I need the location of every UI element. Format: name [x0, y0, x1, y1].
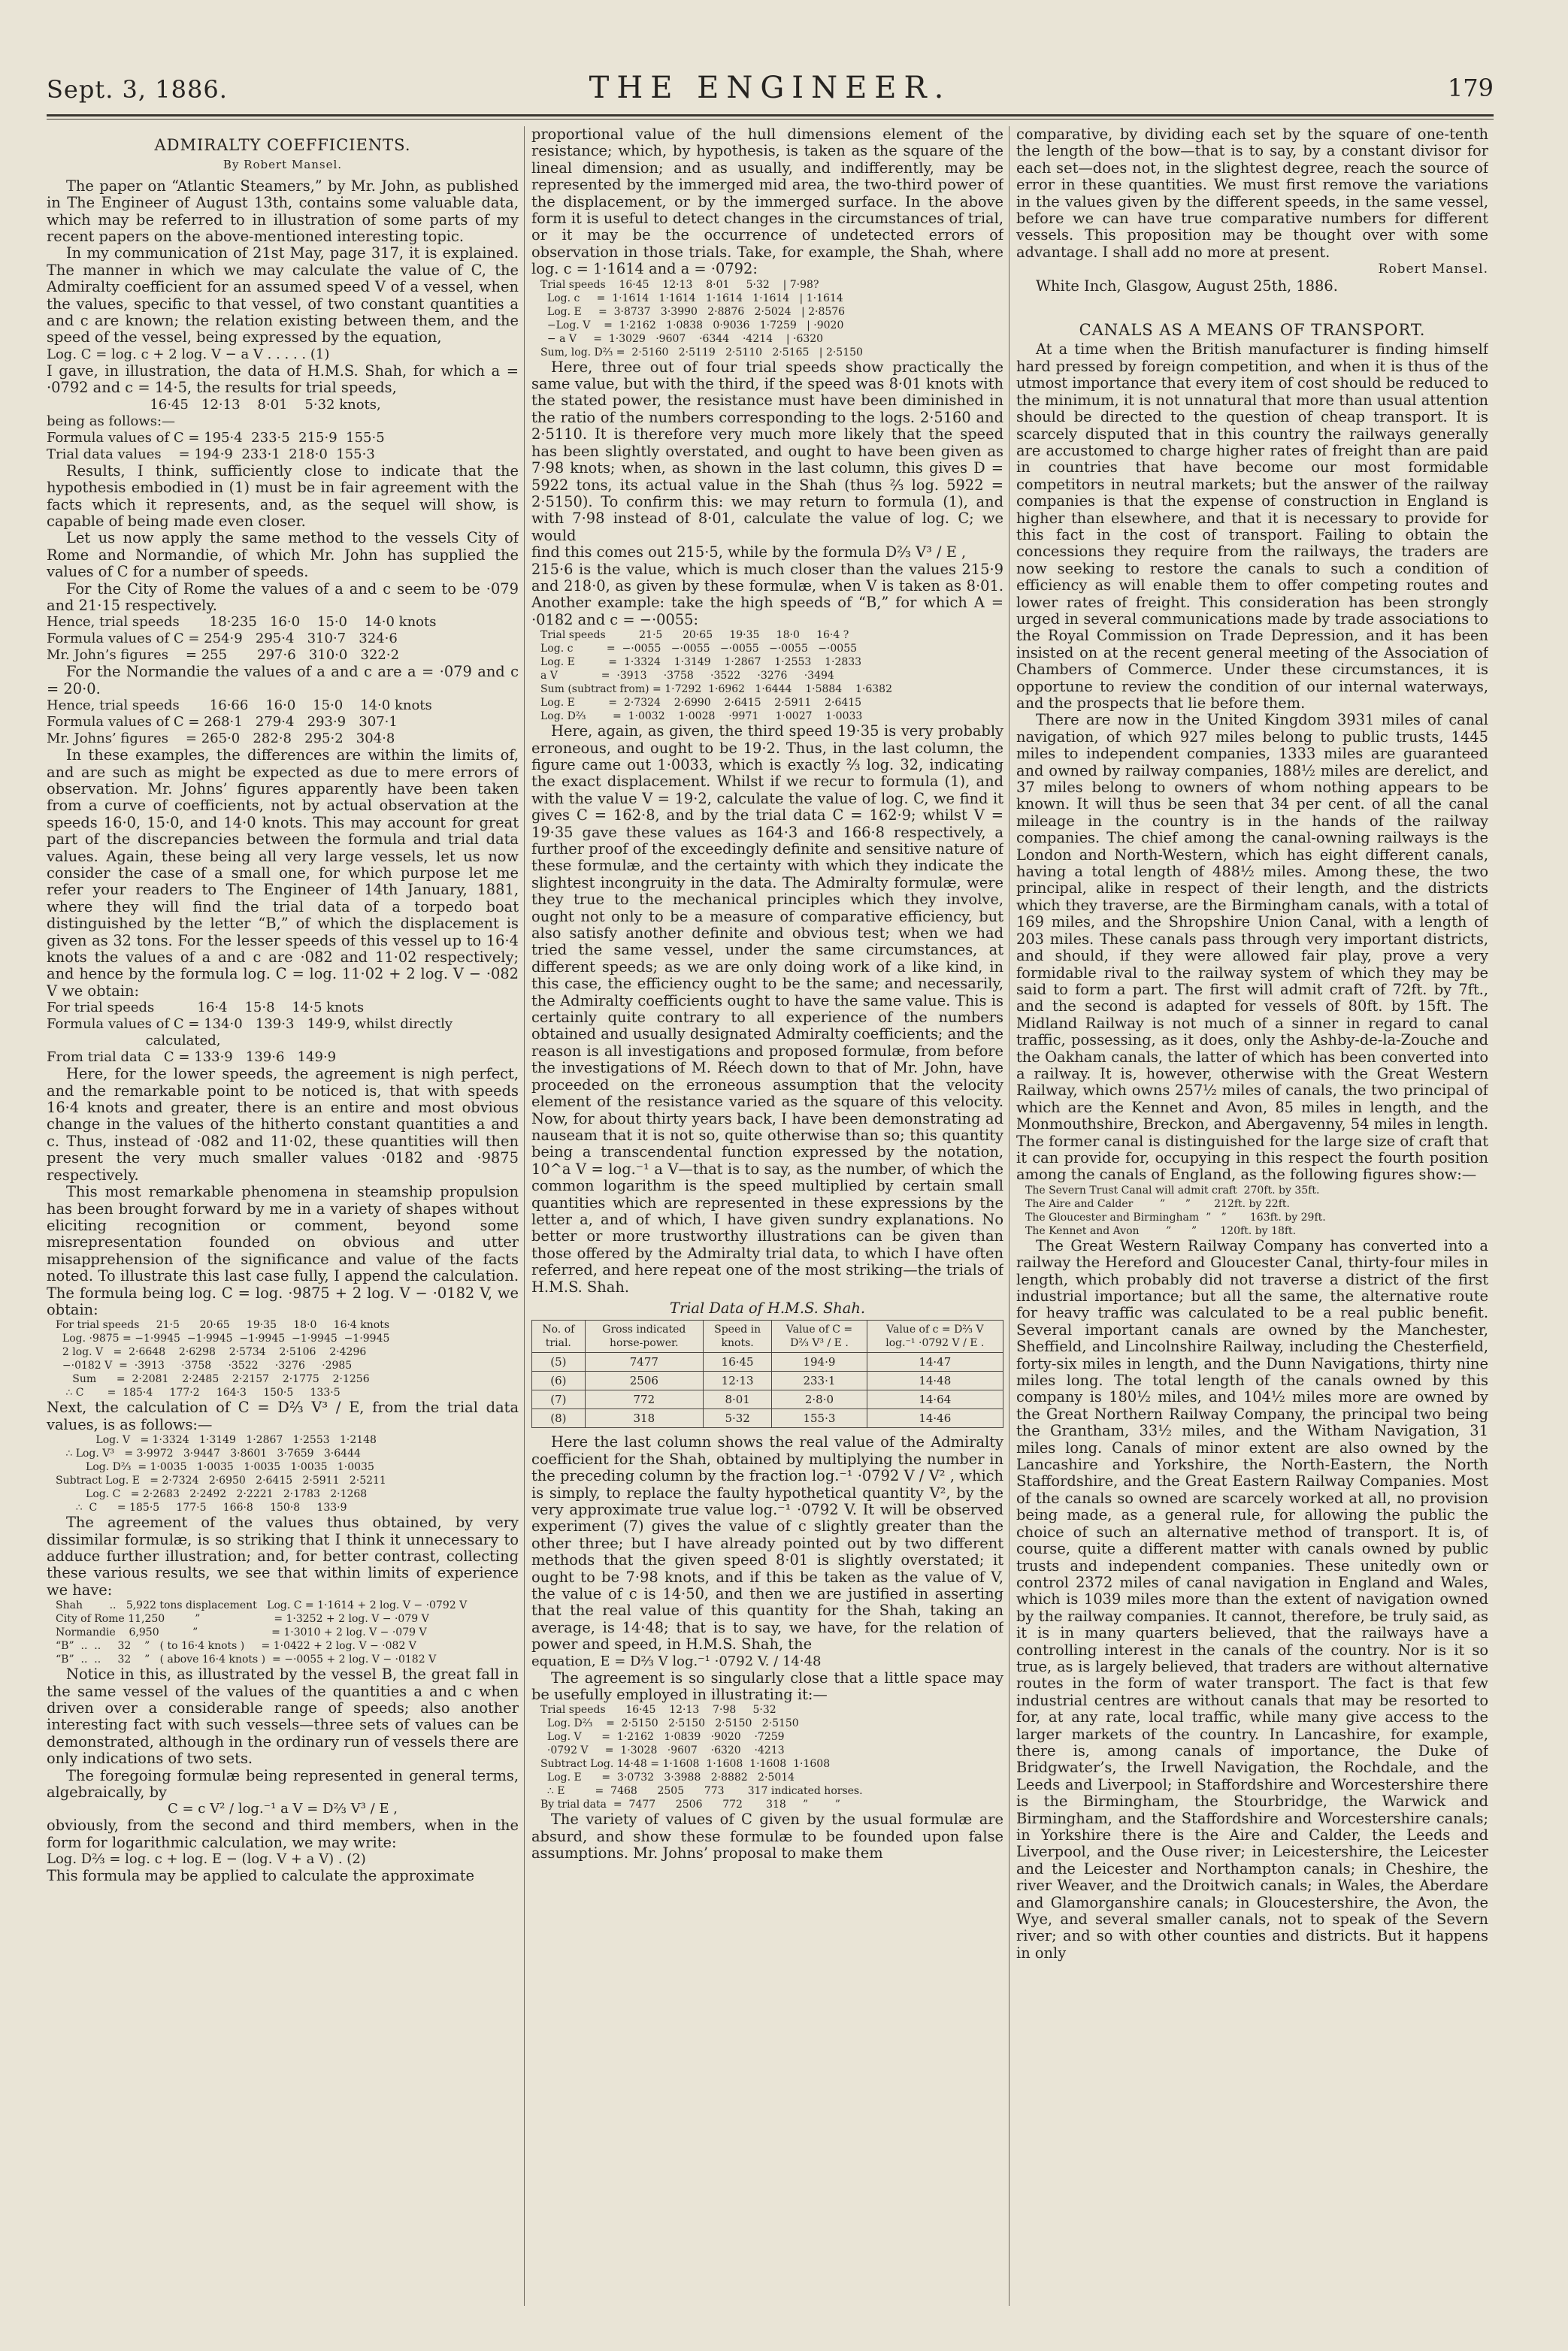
paragraph: This most remarkable phenomena in steamship propulsion has been brought forward by me in a variety of shapes without eliciting recognition or comment, beyond some misrepresentation founded on obvious and utter misapprehension of the significance and value of the facts noted. To illustrate this last case fully, I append the calculation. The formula being log. C = log. ·9875 + 2 log. V − ·0182 V, we obtain:	[47, 1183, 519, 1318]
calc-line: Log. E = 1·3324 1·3149 1·2867 1·2553 1·2833	[540, 656, 862, 669]
calc-line: Log. E = 3·8737 3·3990 2·8876 2·5024 | 2·8576	[540, 305, 846, 318]
calc-line: −·0182 V = ·3913 ·3758 ·3522 ·3276 ·2985	[56, 1360, 353, 1372]
calc-line: Trial speeds 16·45 12·13 7·98 5·32	[540, 1704, 776, 1717]
table-cell: 14·47	[867, 1353, 1003, 1372]
calc-line: Subtract Log. E = 2·7324 2·6950 2·6415 2·5911 2·5211	[56, 1475, 386, 1487]
paragraph: obviously, from the second and third members, when in the form for logarithmic calculation, we may write:	[47, 1817, 519, 1851]
paragraph: At a time when the British manufacturer is finding himself hard pressed by foreign competition, and when it is thus of the utmost importance that every item of cost should be reduced to the minimum, it is not unnatural that more than usual attention should be directed to the question of cheap transport. It is scarcely disputed that in this country the railways generally are accustomed to charge higher rates of freight than are paid in countries that have become our most formidable competitors in neutral markets; but the answer of the railway companies is that the expense of construction in England is higher than elsewhere, and that it is necessary to provide for this fact in the cost of transport. Failing to obtain the concessions they require from the railways, the traders are now seeking to restore the canals to such a condition of efficiency as will enable them to offer competing routes and lower rates of freight. This consideration has been strongly urged in several communications made by trade associations to the Royal Commission on Trade Depression, and it has been insisted on at the recent general meeting of the Association of Chambers of Commerce. Under these circumstances, it is opportune to review the condition of our internal waterways, and the prospects that lie before them.	[1016, 340, 1488, 712]
calc-table-6	[531, 1703, 1003, 1811]
paragraph: The paper on “Atlantic Steamers,” by Mr. John, as published in The Engineer of August 13th, contains some valuable data, which may be referred to in illustration of some parts of my recent papers on the above-mentioned interesting topic.	[47, 177, 519, 246]
paragraph: In these examples, the differences are within the limits of, and are such as might be expected as due to mere errors of observation. Mr. Johns’ figures apparently have been taken from a curve of coefficients, not by actual observation at the speeds 16·0, 15·0, and 14·0 knots. This may account for great part of the discrepancies between the formula and trial data values. Again, these being all very large vessels, let us now consider the case of a small one, for which purpose let me refer your readers to The Engineer of 14th January, 1881, where they will find the trial data of a torpedo boat distinguished by the letter “B,” of which the displacement is given as 32 tons. For the lesser speeds of this vessel up to 16·4 knots the values of a and c are ·082 and 11·02 respectively; and hence by the formula log. C = log. 11·02 + 2 log. V − ·082 V we obtain:	[47, 746, 519, 1000]
calc-line: ·0792 V = 1·3028 ·9607 ·6320 ·4213	[540, 1744, 785, 1757]
paragraph: find this comes out 215·5, while by the formula D⅔ V³ / E ,	[531, 543, 967, 561]
data-line: Formula values of C = 134·0 139·3 149·9, whilst directly	[47, 1016, 453, 1033]
table-cell: 318	[585, 1409, 703, 1428]
table-row	[532, 1390, 1003, 1409]
calc-line: Log. c = −·0055 −·0055 −·0055 −·0055 −·0055	[540, 643, 858, 655]
table-cell: 8·01	[703, 1390, 771, 1409]
calc-line: Subtract Log. 14·48 = 1·1608 1·1608 1·1608 1·1608	[540, 1758, 831, 1771]
paragraph: Let us now apply the same method to the vessels City of Rome and Normandie, of which Mr. John has supplied the values of C for a number of speeds.	[47, 529, 519, 581]
calc-line: Log. E = 2·7324 2·6990 2·6415 2·5911 2·6415	[540, 697, 862, 710]
calc-line: Sum, log. D⅔ = 2·5160 2·5119 2·5110 2·5165 | 2·5150	[540, 346, 863, 359]
column-header: Gross indicated horse-power.	[585, 1321, 703, 1353]
masthead-title: THE ENGINEER.	[589, 71, 952, 105]
table-cell: (6)	[532, 1372, 586, 1390]
calc-line: ∴ Log. V³ = 3·9972 3·9447 3·8601 3·7659 3·6444	[56, 1448, 361, 1460]
data-line: Formula values of C = 195·4 233·5 215·9 155·5	[47, 429, 385, 446]
calc-line: Log. D⅔ = 1·0035 1·0035 1·0035 1·0035 1·0035	[56, 1461, 374, 1474]
paragraph: 215·6 is the value, which is much closer than the values 215·9 and 218·0, as given by these formulæ, when V is taken as 8·01. Another example: take the high speeds of “B,” for which A = ·0182 and c = −·0055:	[531, 560, 1003, 628]
author-signature: Robert Mansel.	[1378, 262, 1488, 277]
header-rule-thin	[47, 119, 1494, 120]
article-heading: ADMIRALTY COEFFICIENTS.	[154, 136, 411, 154]
column-header: No. of trial.	[532, 1321, 586, 1353]
paragraph: Notice in this, as illustrated by the vessel B, the great fall in the same vessel of the values of the quantities a and c when driven over a considerable range of speeds; also another interesting fact with such vessels—three sets of values can be demonstrated, although in the ordinary run of vessels there are only indications of two sets.	[47, 1666, 519, 1768]
data-line: being as follows:—	[47, 413, 176, 429]
column-1	[47, 126, 519, 2306]
calc-line: Sum = 2·2081 2·2485 2·2157 2·1775 2·1256	[56, 1373, 370, 1386]
table-cell: 5·32	[703, 1409, 771, 1428]
calc-line: a V = ·3913 ·3758 ·3522 ·3276 ·3494	[540, 670, 834, 682]
calc-table-2	[47, 1433, 519, 1514]
calc-line: “B” .. .. 32 ” ( to 16·4 knots ) = 1·0422 + 2 log. V − ·082 V	[56, 1640, 416, 1653]
page-header	[47, 69, 1494, 110]
calc-line: Trial speeds 16·45 12·13 8·01 5·32 | 7·98?	[540, 278, 819, 291]
table-cell: 14·46	[867, 1409, 1003, 1428]
calc-line: −Log. V = 1·2162 1·0838 0·9036 1·7259 | ·9020	[540, 319, 844, 331]
calc-line: For trial speeds 21·5 20·65 19·35 18·0 16·4 knots	[56, 1319, 390, 1332]
equation: Log. D⅔ = log. c + log. E − (log. V + a V) . (2)	[47, 1851, 366, 1868]
table-cell: (8)	[532, 1409, 586, 1428]
paragraph: proportional value of the hull dimensions element of the resistance; which, by hypothesis, is taken as the square of the lineal dimension; and as usually, and indifferently, may be represented by the immerged mid area, the two-third power of the displacement, or by the immerged surface. In the above form it is useful to detect changes in the circumstances of trial, or it may be the occurrence of undetected errors of observation in those trials. Take, for example, the Shah, where log. c = 1·1614 and a = ·0792:	[531, 126, 1003, 278]
calc-table-1	[47, 1318, 519, 1399]
paragraph: Here, three out of four trial speeds show practically the same value, but with the third, if the speed was 8·01 knots with the stated power, the resistance must have been diminished in the ratio of the numbers corresponding to the logs. 2·5160 and 2·5110. It is therefore very much more likely that the speed has been slightly overstated, and ought to have been given as 7·98 knots; when, as shown in the last column, this gives D = 5922 tons, its actual value in the Shah (thus ⅔ log. 5922 = 2·5150). To confirm this: we may return to formula (1), and with 7·98 instead of 8·01, calculate the value of log. C; we would	[531, 358, 1003, 544]
calc-line: “B” .. .. 32 ” ( above 16·4 knots ) = −·0055 + 2 log. V − ·0182 V	[56, 1654, 437, 1666]
paragraph: The variety of values of C given by the usual formulæ are absurd, and show these formulæ to be founded upon false assumptions. Mr. Johns’ proposal to make them	[531, 1811, 1003, 1862]
calc-line: ∴ C = 185·4 177·2 164·3 150·5 133·5	[56, 1387, 341, 1399]
paragraph: Here, for the lower speeds, the agreement is nigh perfect, and the remarkable point to be noticed is, that with speeds 16·4 knots and greater, there is an entire and most obvious change in the values of the hitherto constant quantities a and c. Thus, instead of ·082 and 11·02, these quantities will then present the very much smaller values ·0182 and ·9875 respectively.	[47, 1065, 519, 1184]
data-line: Trial data values = 194·9 233·1 218·0 155·3	[47, 446, 375, 462]
table-cell: (7)	[532, 1390, 586, 1409]
table-cell: 2506	[585, 1372, 703, 1390]
data-line: For trial speeds 16·4 15·8 14·5 knots	[47, 1000, 365, 1016]
calc-line: City of Rome 11,250 ” = 1·3252 + 2 log. V − ·079 V	[56, 1613, 429, 1626]
calc-line: Log. V = 1·2162 1·0839 ·9020 ·7259	[540, 1731, 785, 1744]
table-cell: 12·13	[703, 1372, 771, 1390]
calc-table-5	[531, 628, 1003, 723]
equation: equation, E = D⅔ V log.⁻¹ ·0792 V. / 14·48	[531, 1653, 822, 1669]
list-item: The Gloucester and Birmingham ” ” 163ft. by 29ft.	[1025, 1211, 1326, 1224]
table-row	[532, 1353, 1003, 1372]
equation: Log. C = log. c + 2 log. V − a V . . . . . (1)	[47, 346, 330, 362]
article-byline: By Robert Mansel.	[222, 158, 343, 172]
paragraph: For the City of Rome the values of a and c seem to be ·079 and 21·15 respectively.	[47, 579, 519, 614]
column-header: Value of c = D⅔ V log.⁻¹ ·0792 V / E .	[867, 1321, 1003, 1353]
column-header: Value of C = D⅔ V³ / E .	[772, 1321, 867, 1353]
paragraph: In my communication of 21st May, page 317, it is explained. The manner in which we may calculate the value of C, the Admiralty coefficient for an assumed speed V of a vessel, when the values, specific to that vessel, of two constant quantities a and c are known; the relation existing between them, and the speed of the vessel, being expressed by the equation,	[47, 244, 519, 346]
table-cell: 16·45	[703, 1353, 771, 1372]
table-cell: 155·3	[772, 1409, 867, 1428]
table-header-row	[532, 1321, 1003, 1353]
issue-date: Sept. 3, 1886.	[47, 75, 228, 104]
calc-line: Log. C = 2·2683 2·2492 2·2221 2·1783 2·1268	[56, 1488, 368, 1501]
paragraph: Here the last column shows the real value of the Admiralty coefficient for the Shah, obtained by multiplying the number in the preceding column by the fraction log.⁻¹ ·0792 V / V² , which is simply, to replace the faulty hypothetical quantity V², by the very approximate true value log.⁻¹ ·0792 V. It will be observed experiment (7) gives the value of c slightly greater than the other three; but I have already pointed out by two different methods that the given speed 8·01 is slightly overstated; it ought to be 7·98 knots, and if this be taken as the value of V, the value of c is 14·50, and then we are justified in asserting that the real value of this quantity for the Shah, taking an average, is 14·48; that is to say, we have, for the relation of power and speed, in H.M.S. Shah, the	[531, 1433, 1003, 1654]
calc-line: ∴ C = 185·5 177·5 166·8 150·8 133·9	[56, 1502, 347, 1514]
table-cell: (5)	[532, 1353, 586, 1372]
paragraph: Next, the calculation of C = D⅔ V³ / E, from the trial data values, is as follows:—	[47, 1399, 519, 1433]
paragraph: comparative, by dividing each set by the square of one-tenth the length of the bow—that is to say, by a constant divisor for each set—does not, in the slightest degree, reach the source of error in these quantities. We must first remove the variations in the values given by the different speeds, in the same vessel, before we can have true comparative numbers for different vessels. This proposition may be thought over with some advantage. I shall add no more at present.	[1016, 126, 1488, 261]
column-header: Speed in knots.	[703, 1321, 771, 1353]
list-item: The Severn Trust Canal will admit craft 270ft. by 35ft.	[1025, 1184, 1320, 1197]
table-row	[532, 1409, 1003, 1428]
calc-line: − a V = 1·3029 ·9607 ·6344 ·4214 | ·6320	[540, 332, 824, 345]
paragraph: Here, again, as given, the third speed 19·35 is very probably erroneous, and ought to be 19·2. Thus, in the last column, the figure came out 1·0033, which is exactly ⅔ log. 32, indicating the exact displacement. Whilst if we recur to formula (1), and with the value V = 19·2, calculate the value of log. C, we find it gives C = 162·8, and by the trial data C = 162·9; whilst V = 19·35 gave these values as 164·3 and 166·8 respectively, a further proof of the exceedingly definite and sensitive nature of these formulæ, and the certainty with which they indicate the slightest incongruity in the data. The Admiralty formulæ, were they true to the mechanical principles which they involve, ought not only to be a measure of comparative efficiency, but also satisfy another definite and obvious test; when we had tried the same vessel, under the same circumstances, at different speeds; as we are only doing work of a like kind, in this case, the efficiency ought to be the same; and necessarily, the Admiralty coefficients ought to have the same value. This is certainly quite contrary to all experience of the numbers obtained and usually designated Admiralty coefficients; and the reason is all investigations and proposed formulæ, from before the investigations of M. Réech down to that of Mr. John, have proceeded on the erroneous assumption that the velocity element of the resistance varied as the square of this velocity. Now, for about thirty years back, I have been demonstrating ad nauseam that it is not so, quite otherwise than so; this quantity being a transcendental function expressed by the notation, 10^a V = log.⁻¹ a V—that is to say, as the number, of which the common logarithm is the speed multiplied by certain small quantities which are represented in these expressions by the letter a, and of which, I have given sundry explanations. No better or more trustworthy illustrations can be given than those offered by the Admiralty trial data, to which I have often referred, and here repeat one of the most striking—the trials of H.M.S. Shah.	[531, 722, 1003, 1296]
paragraph: The Great Western Railway Company has converted into a railway the Hereford and Gloucester Canal, thirty-four miles in length, which probably did not traverse a district of the first industrial importance; but all the same, the alternative route for heavy traffic was calculated to be a real public benefit. Several important canals are owned by the Manchester, Sheffield, and Lincolnshire Railway, including the Chesterfield, forty-six miles in length, and the Dunn Navigations, thirty nine miles long. The total length of the canals owned by this company is 180½ miles, and 104½ miles more are owned by the Great Northern Railway Company, the principal two being the Grantham, 33½ miles, and the Witham Navigation, 31 miles long. Canals of minor extent are also owned by the Lancashire and Yorkshire, the North-Eastern, the North Staffordshire, and the Great Eastern Railway Companies. Most of the canals so owned are scarcely worked at all, no provision being made, as a general rule, for allowing the public the choice of such an alternative method of transport. It is, of course, quite a different matter with canals owned by public trusts and independent companies. These unitedly own or control 2372 miles of canal navigation in England and Wales, which is 1039 miles more than the extent of navigation owned by the railway companies. It cannot, therefore, be truly said, as it is in many quarters believed, that the railways have a controlling interest in the canals of the country. Nor is it so true, as is largely believed, that traders are without alternative routes in the form of water transport. The fact is that few industrial centres are without canals that may be resorted to for, at any rate, local traffic, while many give access to the larger markets of the country. In Lancashire, for example, there is, among canals of importance, the Duke of Bridgwater’s, the Irwell Navigation, the Rochdale, and the Leeds and Liverpool; in Staffordshire and Worcestershire there is the Birmingham, the Stourbridge, the Warwick and Birmingham, and the Staffordshire and Worcestershire canals; in Yorkshire there is the Aire and Calder, the Leeds and Liverpool, and the Ouse river; in Leicestershire, the Leicester and the Leicester and Northampton canals; in Cheshire, the river Weaver, and the Droitwich canals; in Wales, the Aberdare and Glamorganshire canals; in Gloucestershire, the Avon, the Wye, and several smaller canals, not to speak of the Severn river; and so with other counties and districts. But it happens in only	[1016, 1236, 1488, 1962]
data-line: Mr. John’s figures = 255 297·6 310·0 322·2	[47, 647, 400, 664]
table-cell: 194·9	[772, 1353, 867, 1372]
paragraph: For the Normandie the values of a and c are a = ·079 and c = 20·0.	[47, 663, 519, 697]
page-number: 179	[1447, 74, 1494, 102]
equation: C = c V² / log.⁻¹ a V = D⅔ V³ / E ,	[168, 1801, 398, 1817]
calc-line: Sum (subtract from) = 1·7292 1·6962 1·6444 1·5884 1·6382	[540, 683, 892, 696]
column-3	[1016, 126, 1488, 2306]
paragraph: The agreement is so singularly close that a little space may be usefully employed in illustrating it:—	[531, 1669, 1003, 1704]
article-heading: CANALS AS A MEANS OF TRANSPORT.	[1079, 321, 1426, 340]
paragraph: I gave, in illustration, the data of H.M.S. Shah, for which a = ·0792 and c = 14·5, the results for trial speeds,	[47, 362, 519, 397]
calc-line: Log. c = 1·1614 1·1614 1·1614 1·1614 | 1·1614	[540, 292, 843, 304]
paragraph: This formula may be applied to calculate the approximate	[47, 1867, 475, 1885]
data-line: Formula values of C = 254·9 295·4 310·7 324·6	[47, 631, 398, 647]
trial-data-table	[531, 1320, 1003, 1428]
calc-line: Log. ·9875 = −1·9945 −1·9945 −1·9945 −1·9945 −1·9945	[56, 1333, 390, 1345]
data-line: From trial data C = 133·9 139·6 149·9	[47, 1049, 337, 1066]
column-2	[531, 126, 1003, 2306]
data-line: Hence, trial speeds 18·235 16·0 15·0 14·0 knots	[47, 614, 437, 631]
table-cell: 772	[585, 1390, 703, 1409]
data-line: 16·45 12·13 8·01 5·32 knots,	[47, 396, 381, 413]
calc-line: Log. E = 3·0732 3·3988 2·8882 2·5014	[540, 1772, 795, 1784]
calc-line: Trial speeds 21·5 20·65 19·35 18·0 16·4 ?	[540, 629, 849, 642]
calc-line: ∴ E = 7468 2505 773 317 indicated horses.	[540, 1785, 863, 1798]
table-cell: 233·1	[772, 1372, 867, 1390]
data-line: Hence, trial speeds 16·66 16·0 15·0 14·0 knots	[47, 697, 432, 714]
paragraph: The foregoing formulæ being represented in general terms, algebraically, by	[47, 1766, 519, 1802]
spacer	[1016, 295, 1488, 311]
table-row	[532, 1372, 1003, 1390]
calc-line: Log. V = 1·3324 1·3149 1·2867 1·2553 1·2148	[56, 1434, 377, 1447]
canal-dimensions-list	[1016, 1184, 1488, 1238]
calc-line: Shah .. 5,922 tons displacement Log. C = 1·1614 + 2 log. V − ·0792 V	[56, 1599, 468, 1612]
data-line: calculated,	[47, 1033, 221, 1049]
table-cell: 7477	[585, 1353, 703, 1372]
paragraph: Results, I think, sufficiently close to indicate that the hypothesis embodied in (1) must be in fair agreement with the facts which it represents, and, as the sequel will show, is capable of being made even closer.	[47, 461, 519, 530]
calc-line: Log. D⅔ = 1·0032 1·0028 ·9971 1·0027 1·0033	[540, 710, 863, 723]
paragraph: There are now in the United Kingdom 3931 miles of canal navigation, of which 927 miles belong to public trusts, 1445 miles to independent companies, 1333 miles are guaranteed and owned by railway companies, 188½ miles are derelict, and 37 miles belong to owners of whom nothing appears to be known. It will thus be seen that 34 per cent. of all the canal mileage in the country is in the hands of the railway companies. The chief among the canal-owning railways is the London and North-Western, which has eight different canals, having a total length of 488½ miles. Among these, the two principal, alike in respect of their length, and the districts which they traverse, are the Birmingham canals, with a total of 169 miles, and the Shropshire Union Canal, with a length of 203 miles. These canals pass through very important districts, and should, if they were allowed fair play, prove a very formidable rival to the railway system of which they may be said to form a part. The first will admit craft of 72ft. by 7ft., and the second is adapted for vessels of 80ft. by 15ft. The Midland Railway is not much of a sinner in regard to canal traffic, possessing, as it does, only the Ashby-de-la-Zouche and the Oakham canals, the latter of which has been converted into a railway. It is, however, otherwise with the Great Western Railway, which owns 257½ miles of canals, the two principal of which are the Kennet and Avon, 85 miles in length, and the Monmouthshire, Breckon, and Abergavenny, 54 miles in length. The former canal is distinguished for the large size of craft that it can provide for, occupying in this respect the fourth position among the canals of England, as the following figures show:—	[1016, 711, 1488, 1184]
table-cell: 14·48	[867, 1372, 1003, 1390]
table-caption: Trial Data of H.M.S. Shah.	[670, 1299, 865, 1317]
calc-line: Normandie 6,950 ” = 1·3010 + 2 log. V − ·079 V	[56, 1626, 427, 1639]
header-rule	[47, 114, 1494, 116]
paragraph: The agreement of the values thus obtained, by very dissimilar formulæ, is so striking that I think it unnecessary to adduce further illustration; and, for better contrast, collecting these various results, we see that within limits of experience we have:	[47, 1514, 519, 1599]
data-line: Mr. Johns’ figures = 265·0 282·8 295·2 304·8	[47, 731, 395, 747]
column-divider	[1009, 126, 1010, 2306]
table-cell: 14·64	[867, 1390, 1003, 1409]
list-item: The Kennet and Avon ” ” 120ft. by 18ft.	[1025, 1224, 1297, 1237]
calc-line: By trial data = 7477 2506 772 318 ” ”	[540, 1799, 840, 1811]
calc-line: 2 log. V = 2·6648 2·6298 2·5734 2·5106 2·4296	[56, 1346, 367, 1359]
calc-line: Log. D⅔ = 2·5150 2·5150 2·5150 2·5150	[540, 1717, 799, 1730]
calc-table-3	[47, 1599, 519, 1666]
table-cell: 2·8·0	[772, 1390, 867, 1409]
calc-table-4	[531, 278, 1003, 359]
list-item: The Aire and Calder ” ” 212ft. by 22ft.	[1025, 1197, 1290, 1210]
column-divider	[524, 126, 525, 2306]
data-line: Formula values of C = 268·1 279·4 293·9 307·1	[47, 714, 398, 731]
dateline: White Inch, Glasgow, August 25th, 1886.	[1036, 277, 1338, 295]
